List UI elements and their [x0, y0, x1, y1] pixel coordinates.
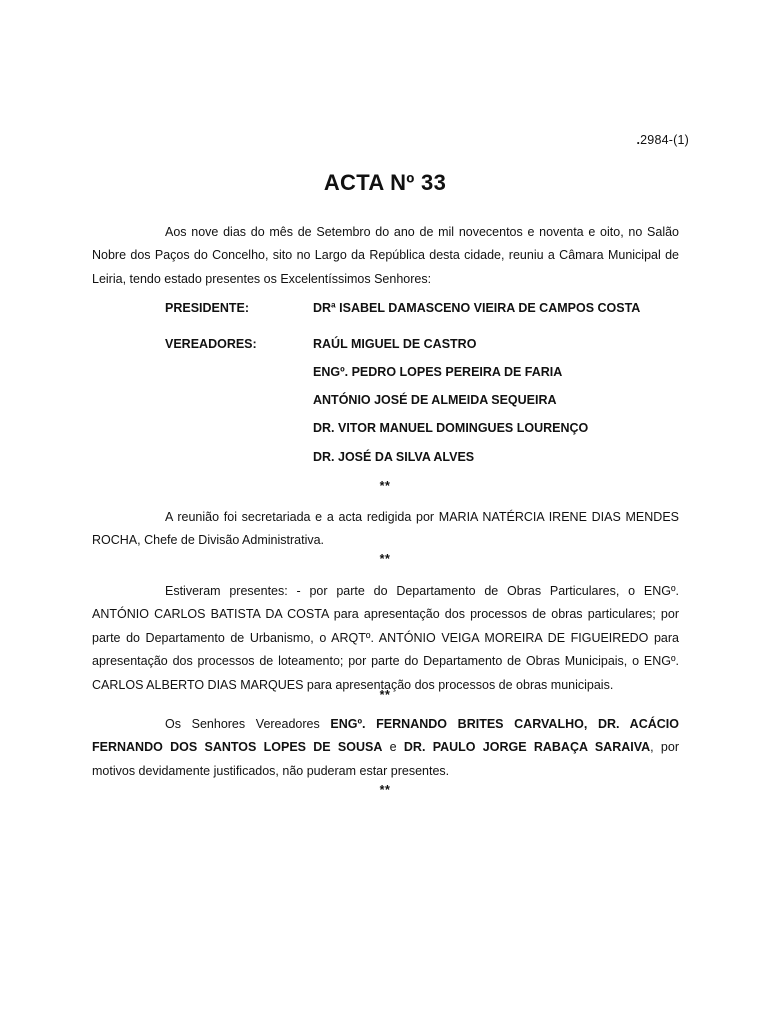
absent-lead-text: Os Senhores Vereadores: [165, 717, 331, 731]
present-staff-paragraph: Estiveram presentes: - por parte do Departamento de Obras Particulares, o ENGº. ANTÓNIO CARLOS BATISTA DA COSTA para apresentação dos processos de obras particulares; por parte do Departamento de Urbanismo, o ARQTº. ANTÓNIO VEIGA MOREIRA DE FIGUEIREDO para apresentação dos processos de loteamento; por parte do Departamento de Obras Municipais, o ENGº. CARLOS ALBERTO DIAS MARQUES para apresentação dos processos de obras municipais.: [92, 584, 679, 692]
councillor-name: DR. VITOR MANUEL DOMINGUES LOURENÇO: [313, 421, 589, 435]
absent-names-first: ENGº. FERNANDO BRITES CARVALHO, DR. ACÁCIO FERNANDO DOS SANTOS LOPES DE SOUSA: [92, 717, 679, 755]
councillor-name: DR. JOSÉ DA SILVA ALVES: [313, 450, 475, 464]
president-label: PRESIDENTE:: [165, 301, 250, 315]
page-reference-dot: .: [636, 133, 641, 147]
absent-conjunction: e: [382, 740, 404, 755]
section-separator: **: [379, 688, 391, 702]
absent-tail-text: , por motivos devidamente justificados, não puderam estar presentes.: [92, 740, 679, 778]
document-title: ACTA Nº 33: [323, 170, 447, 195]
secretary-paragraph: A reunião foi secretariada e a acta redigida por MARIA NATÉRCIA IRENE DIAS MENDES ROCHA, Chefe de Divisão Administrativa.: [92, 510, 679, 548]
page-reference-number: 2984-(1): [640, 133, 689, 147]
councillor-name: ANTÓNIO JOSÉ DE ALMEIDA SEQUEIRA: [313, 393, 557, 407]
absent-names-second: DR. PAULO JORGE RABAÇA SARAIVA: [403, 740, 651, 755]
intro-paragraph: Aos nove dias do mês de Setembro do ano de mil novecentos e noventa e oito, no Salão Nobre dos Paços do Concelho, sito no Largo da República desta cidade, reuniu a Câmara Municipal de Leiria, tendo estado presentes os Excelentíssimos Senhores:: [92, 225, 679, 286]
section-separator: **: [379, 552, 391, 566]
councillor-name: ENGº. PEDRO LOPES PEREIRA DE FARIA: [313, 365, 563, 379]
councillor-name: RAÚL MIGUEL DE CASTRO: [313, 337, 477, 351]
councillors-label: VEREADORES:: [165, 337, 257, 351]
section-separator: **: [379, 479, 391, 493]
president-name: DRª ISABEL DAMASCENO VIEIRA DE CAMPOS COSTA: [313, 301, 641, 315]
page-reference: [636, 133, 689, 147]
absent-councillors-paragraph: [92, 713, 679, 783]
section-separator: **: [379, 783, 391, 797]
